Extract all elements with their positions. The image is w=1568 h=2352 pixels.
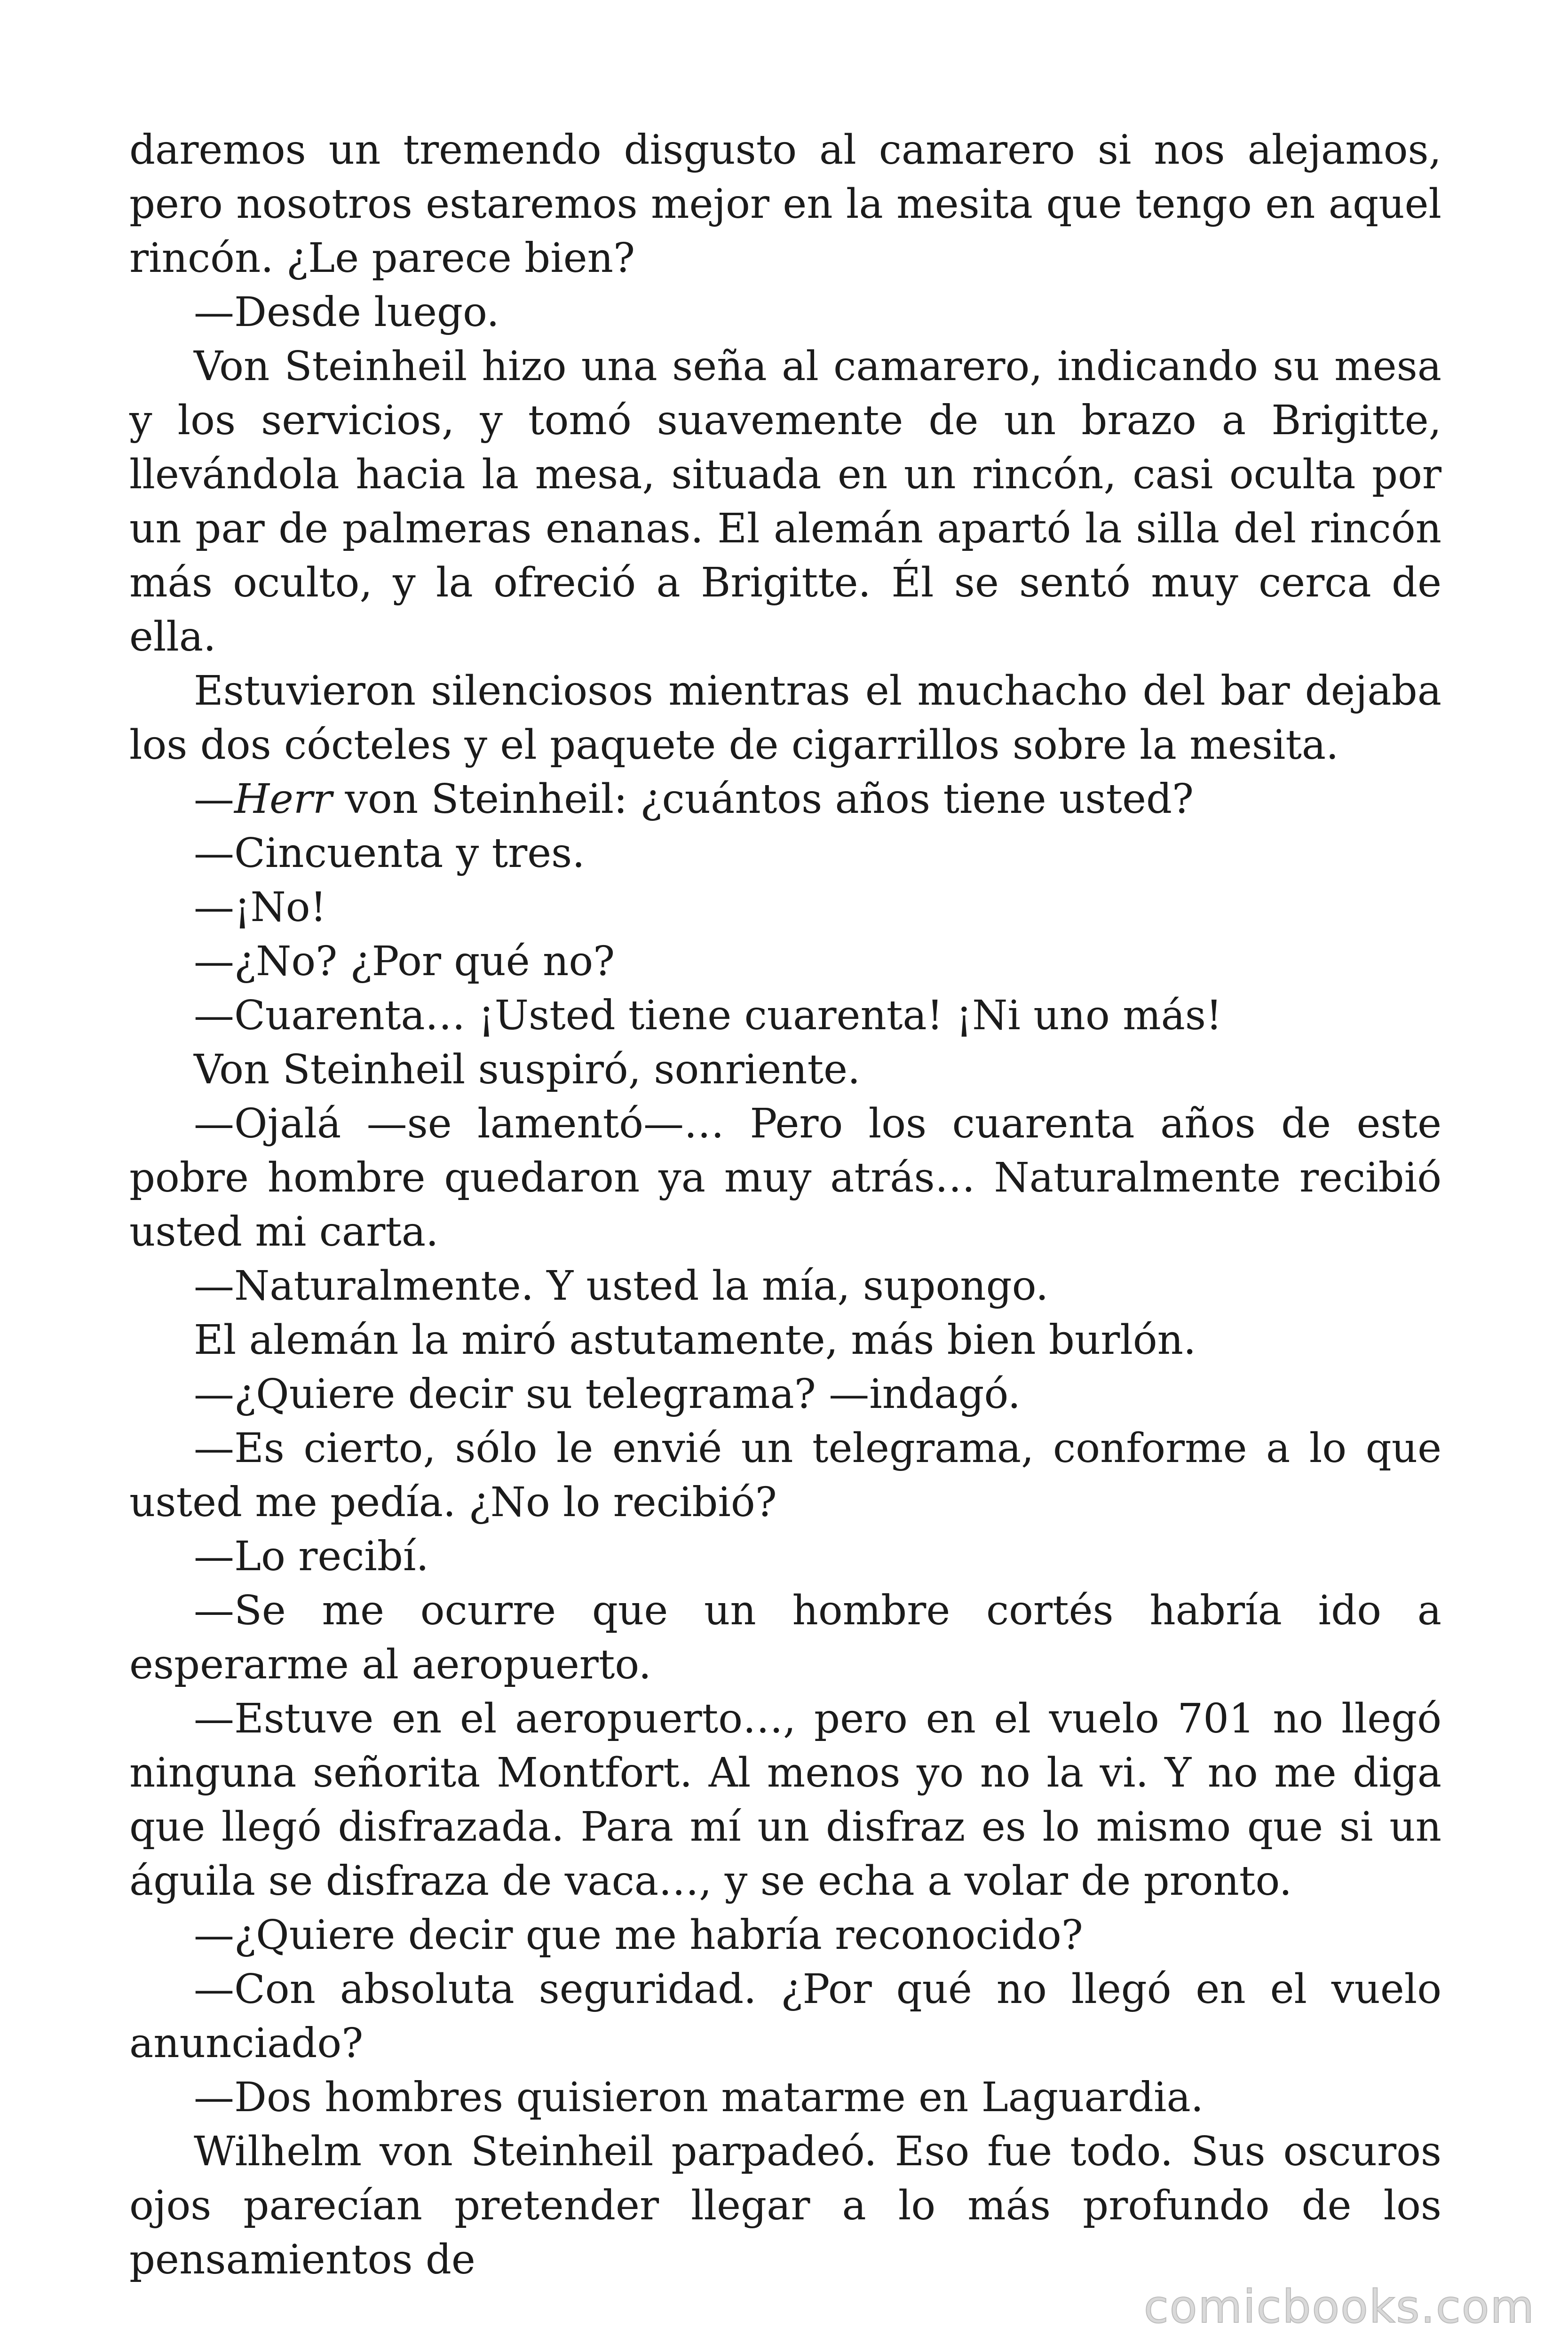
paragraph-text: —¿Quiere decir que me habría reconocido? bbox=[194, 1912, 1083, 1959]
paragraph bbox=[129, 1963, 1441, 2071]
paragraph bbox=[129, 1584, 1441, 1692]
paragraph-text: —Desde luego. bbox=[194, 289, 499, 336]
paragraph-text: —Lo recibí. bbox=[194, 1533, 429, 1580]
paragraph-text: Von Steinheil hizo una seña al camarero, indicando su mesa y los servicios, y tomó suavemente de un brazo a Brigitte, llevándola hacia la mesa, situada en un rincón, casi oculta por un par de palmeras enanas. El alemán apartó la silla del rincón más oculto, y la ofreció a Brigitte. Él se sentó muy cerca de ella. bbox=[129, 343, 1441, 660]
paragraph bbox=[129, 1367, 1441, 1422]
paragraph-text: Von Steinheil suspiró, sonriente. bbox=[194, 1046, 861, 1093]
paragraph bbox=[129, 1097, 1441, 1259]
paragraph bbox=[129, 826, 1441, 881]
paragraph-text: —Se me ocurre que un hombre cortés habría ido a esperarme al aeropuerto. bbox=[129, 1587, 1441, 1688]
paragraph-text: —Cuarenta… ¡Usted tiene cuarenta! ¡Ni uno más! bbox=[194, 992, 1222, 1039]
paragraph bbox=[129, 989, 1441, 1043]
paragraph-text: —¡No! bbox=[194, 884, 327, 931]
paragraph-text: —Naturalmente. Y usted la mía, supongo. bbox=[194, 1263, 1049, 1310]
paragraph-text: —Dos hombres quisieron matarme en Laguardia. bbox=[194, 2074, 1204, 2121]
paragraph bbox=[129, 1530, 1441, 1584]
paragraph-text: —Es cierto, sólo le envié un telegrama, conforme a lo que usted me pedía. ¿No lo recibió? bbox=[129, 1425, 1441, 1526]
paragraph-text: —Ojalá —se lamentó—… Pero los cuarenta años de este pobre hombre quedaron ya muy atrás… Naturalmente recibió usted mi carta. bbox=[129, 1100, 1441, 1255]
paragraph-text: von Steinheil: ¿cuántos años tiene usted? bbox=[332, 776, 1194, 823]
paragraph-text: daremos un tremendo disgusto al camarero si nos alejamos, pero nosotros estaremos mejor en la mesita que tengo en aquel rincón. ¿Le parece bien? bbox=[129, 127, 1441, 282]
paragraph bbox=[129, 1259, 1441, 1313]
paragraph bbox=[129, 2071, 1441, 2125]
paragraph-text: —Cincuenta y tres. bbox=[194, 830, 585, 877]
paragraph bbox=[129, 2125, 1441, 2287]
paragraph bbox=[129, 340, 1441, 664]
paragraph-text: Wilhelm von Steinheil parpadeó. Eso fue todo. Sus oscuros ojos parecían pretender llegar a lo más profundo de los pensamientos de bbox=[129, 2128, 1441, 2283]
paragraph-text: —¿Quiere decir su telegrama? —indagó. bbox=[194, 1371, 1021, 1418]
paragraph bbox=[129, 881, 1441, 935]
paragraph-text: Estuvieron silenciosos mientras el muchacho del bar dejaba los dos cócteles y el paquete de cigarrillos sobre la mesita. bbox=[129, 667, 1441, 769]
paragraph-text: — bbox=[194, 776, 234, 823]
paragraph bbox=[129, 123, 1441, 286]
paragraph bbox=[129, 772, 1441, 826]
page-body bbox=[129, 123, 1441, 2287]
paragraph bbox=[129, 1422, 1441, 1530]
paragraph bbox=[129, 935, 1441, 989]
paragraph-text: —¿No? ¿Por qué no? bbox=[194, 938, 615, 985]
paragraph bbox=[129, 1908, 1441, 1963]
paragraph-text: El alemán la miró astutamente, más bien burlón. bbox=[194, 1317, 1196, 1364]
paragraph bbox=[129, 286, 1441, 340]
paragraph-text: —Estuve en el aeropuerto…, pero en el vuelo 701 no llegó ninguna señorita Montfort. Al menos yo no la vi. Y no me diga que llegó disfrazada. Para mí un disfraz es lo mismo que si un águila se disfraza de vaca…, y se echa a volar de pronto. bbox=[129, 1695, 1441, 1905]
watermark: comicbooks.com bbox=[1143, 2280, 1535, 2333]
paragraph bbox=[129, 664, 1441, 772]
italic-word: Herr bbox=[234, 776, 333, 823]
paragraph bbox=[129, 1043, 1441, 1097]
paragraph bbox=[129, 1692, 1441, 1908]
paragraph bbox=[129, 1313, 1441, 1367]
paragraph-text: —Con absoluta seguridad. ¿Por qué no llegó en el vuelo anunciado? bbox=[129, 1966, 1441, 2067]
